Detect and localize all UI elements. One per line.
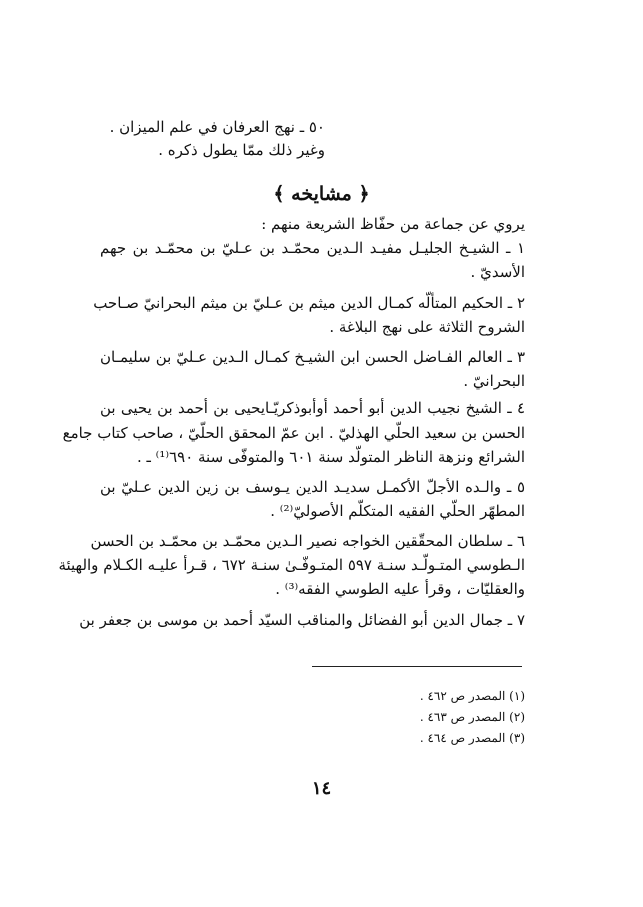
section-heading: ﴿ مشايخه ﴾ <box>273 183 370 205</box>
entry-4-line-2: الحسن بن سعيد الحلّي الهذليّ . ابن عمّ المحقق الحلّيّ ، صاحب كتاب جامع <box>62 424 525 442</box>
closing-remark: وغير ذلك ممّا يطول ذكره . <box>158 141 325 159</box>
entry-4-line-1: ٤ ـ الشيخ نجيب الدين أبو أحمد أوأبوذكريّـايحيى بن أحمد بن يحيى بن <box>100 399 525 417</box>
entry-6-line-1: ٦ ـ سلطان المحقّقين الخواجه نصير الـدين محمّـد بن محمّـد بن الحسن <box>90 532 525 550</box>
entry-5-line-1: ٥ ـ والـده الأجلّ الأكمـل سديـد الدين يـوسف بن زين الدين عـليّ بن <box>100 478 525 496</box>
entry-1-line-2: الأسديّ . <box>470 263 525 281</box>
entry-2-line-1: ٢ ـ الحكيم المتألّه كمـال الدين ميثم بن عـليّ بن ميثم البحرانيّ صـاحب <box>93 294 525 312</box>
footnote-3: (٣) المصدر ص ٤٦٤ . <box>419 731 525 745</box>
entry-3-line-2: البحرانيّ . <box>463 372 525 390</box>
entry-4-line-3: الشرائع ونزهة الناظر المتولّد سنة ٦٠١ والمتوفّى سنة ٦٩٠⁽¹⁾ ـ . <box>136 448 525 466</box>
entry-6-line-2: الـطوسي المتـولّـد سنـة ٥٩٧ المتـوفّـىٰ سنـة ٦٧٢ ، قـرأ عليـه الكـلام والهيئة <box>58 556 525 574</box>
footnote-divider <box>312 666 522 667</box>
intro-line: يروي عن جماعة من حفّاظ الشريعة منهم : <box>261 215 525 233</box>
entry-2-line-2: الشروح الثلاثة على نهج البلاغة . <box>329 318 525 336</box>
entry-5-line-2: المطهّر الحلّي الفقيه المتكلّم الأصوليّ⁽²⁾ . <box>270 502 525 520</box>
list-item-50: ٥٠ ـ نهج العرفان في علم الميزان . <box>109 118 325 136</box>
entry-7-line-1: ٧ ـ جمال الدين أبو الفضائل والمناقب السيّد أحمد بن موسى بن جعفر بن <box>79 611 525 629</box>
footnote-2: (٢) المصدر ص ٤٦٣ . <box>419 710 525 724</box>
entry-1-line-1: ١ ـ الشيـخ الجليـل مفيـد الـدين محمّـد بن عـليّ بن محمّـد بن جهم <box>100 239 525 257</box>
entry-3-line-1: ٣ ـ العالم الفـاضل الحسن ابن الشيـخ كمـال الـدين عـليّ بن سليمـان <box>100 348 525 366</box>
page-number: ١٤ <box>311 778 332 799</box>
footnote-1: (١) المصدر ص ٤٦٢ . <box>419 689 525 703</box>
entry-6-line-3: والعقليّات ، وقرأ عليه الطوسي الفقه⁽³⁾ . <box>275 580 525 598</box>
